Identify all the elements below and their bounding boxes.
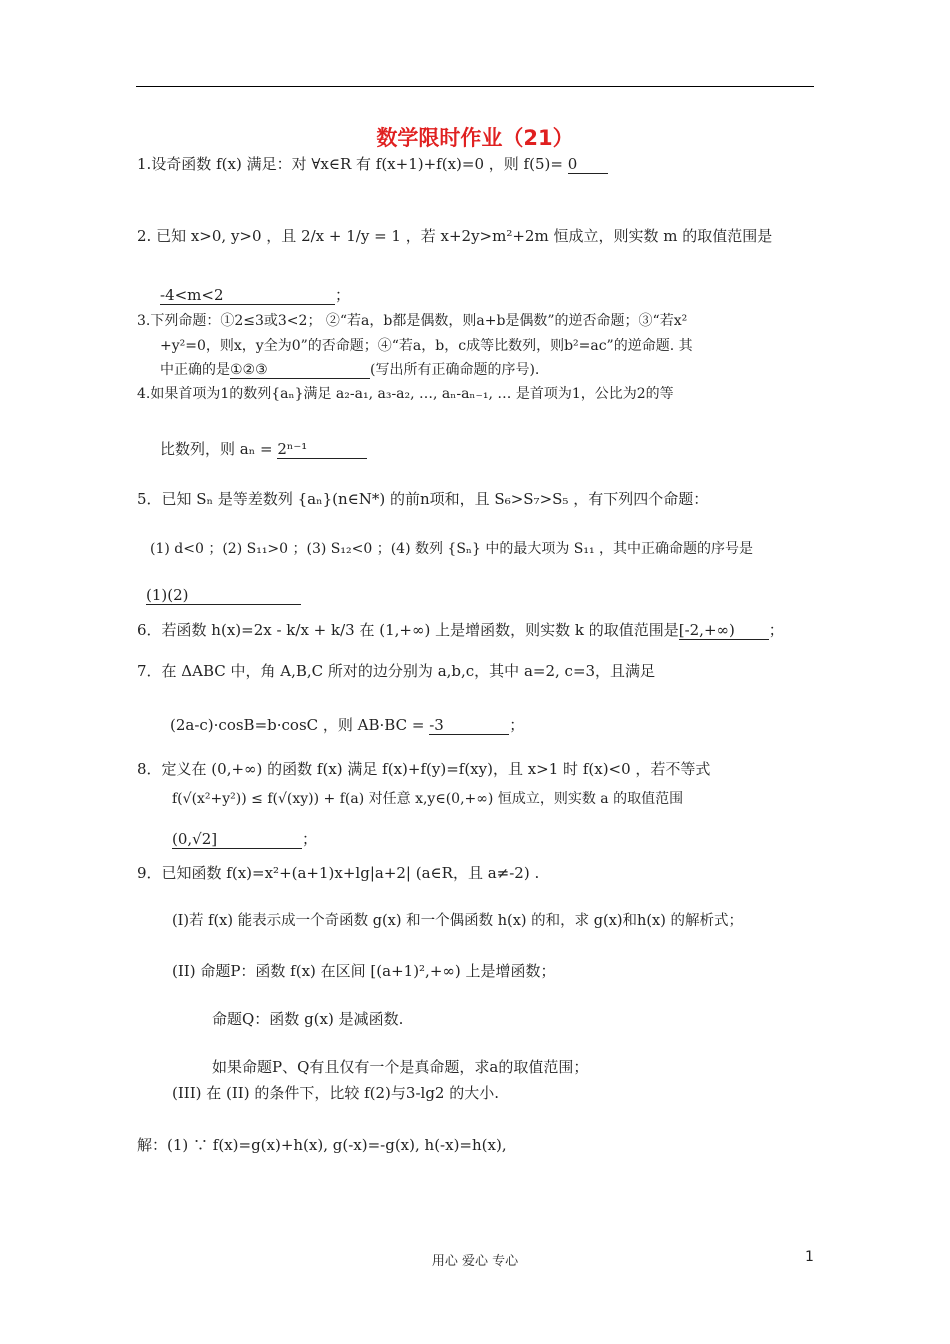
question-5-answer-line (146, 586, 301, 605)
question-2: 2. 已知 x>0, y>0 ，且 2/x + 1/y = 1 ，若 x+2y>m²+2m 恒成立，则实数 m 的取值范围是 (137, 227, 773, 245)
question-3-line-2: +y²=0，则x，y全为0”的否命题；④“若a，b，c成等比数列，则b²=ac”的逆命题. 其 (160, 338, 693, 354)
question-6-answer: [-2,+∞) (679, 622, 769, 640)
question-9-part-3: (III) 在 (II) 的条件下，比较 f(2)与3-lg2 的大小. (172, 1084, 499, 1102)
question-7-line-1: 7．在 ΔABC 中，角 A,B,C 所对的边分别为 a,b,c，其中 a=2, c=3，且满足 (137, 662, 656, 680)
question-7-line-2: (2a-c)·cosB=b·cosC ，则 AB·BC = -3 ； (170, 716, 525, 734)
question-3-suffix: (写出所有正确命题的序号). (370, 362, 540, 378)
question-7-text: (2a-c)·cosB=b·cosC ，则 AB·BC = (170, 716, 425, 734)
question-4-line-1: 4.如果首项为1的数列{aₙ}满足 a₂-a₁, a₃-a₂, …, aₙ-aₙ₋₁, … 是首项为1，公比为2的等 (137, 386, 674, 402)
question-9-part-2: (II) 命题P：函数 f(x) 在区间 [(a+1)²,+∞) 上是增函数； (172, 962, 556, 980)
question-5-line-2: (1) d<0 ；(2) S₁₁>0 ；(3) S₁₂<0 ；(4) 数列 {Sₙ} 中的最大项为 S₁₁ ，其中正确命题的序号是 (150, 541, 754, 557)
question-3-prefix: 中正确的是 (160, 362, 230, 378)
page-footer: 用心 爱心 专心 (431, 1254, 519, 1269)
question-2-answer-line: -4<m<2 ； (160, 286, 351, 304)
question-8-line-2: f(√(x²+y²)) ≤ f(√(xy)) + f(a) 对任意 x,y∈(0,+∞) 恒成立，则实数 a 的取值范围 (172, 791, 684, 807)
header-rule (136, 86, 814, 87)
question-4-prefix: 比数列，则 aₙ = (160, 440, 273, 458)
question-9-part-q: 命题Q：函数 g(x) 是减函数. (212, 1010, 404, 1028)
question-1-answer: 0 (568, 156, 608, 174)
question-9-part-1: (I)若 f(x) 能表示成一个奇函数 g(x) 和一个偶函数 h(x) 的和，求 g(x)和h(x) 的解析式； (172, 913, 743, 929)
page-title: 数学限时作业（21） (376, 126, 574, 150)
question-9-solution: 解：(1) ∵ f(x)=g(x)+h(x), g(-x)=-g(x), h(-x)=h(x), (137, 1136, 507, 1154)
page-number: 1 (805, 1249, 814, 1265)
question-4-line-2 (160, 440, 367, 459)
question-9-line-1: 9．已知函数 f(x)=x²+(a+1)x+lg|a+2| (a∈R，且 a≠-2) . (137, 864, 540, 882)
question-6-text: 6．若函数 h(x)=2x - k/x + k/3 在 (1,+∞) 上是增函数，则实数 k 的取值范围是 (137, 621, 679, 639)
question-1 (137, 155, 608, 174)
question-2-answer: -4<m<2 (160, 287, 335, 305)
question-4-answer: 2ⁿ⁻¹ (277, 441, 367, 459)
question-8-answer: (0,√2] (172, 831, 302, 849)
question-3-line-3 (160, 362, 539, 380)
question-8-answer-line: (0,√2] ； (172, 830, 318, 848)
question-5-answer: (1)(2) (146, 587, 301, 605)
question-8-line-1: 8．定义在 (0,+∞) 的函数 f(x) 满足 f(x)+f(y)=f(xy)，且 x>1 时 f(x)<0 ，若不等式 (137, 760, 711, 778)
question-3-answer: ①②③ (230, 363, 370, 379)
question-1-text: 1.设奇函数 f(x) 满足：对 ∀x∈R 有 f(x+1)+f(x)=0 ，则 f(5)= (137, 155, 563, 173)
question-6: 6．若函数 h(x)=2x - k/x + k/3 在 (1,+∞) 上是增函数，则实数 k 的取值范围是[-2,+∞) ； (137, 621, 784, 639)
question-7-answer: -3 (429, 717, 509, 735)
question-3-line-1: 3.下列命题：①2≤3或3<2； ②“若a，b都是偶数，则a+b是偶数”的逆否命题；③“若x² (137, 313, 688, 329)
question-5-line-1: 5．已知 Sₙ 是等差数列 {aₙ}(n∈N*) 的前n项和，且 S₆>S₇>S₅ ，有下列四个命题： (137, 490, 709, 508)
question-9-part-2b: 如果命题P、Q有且仅有一个是真命题，求a的取值范围； (212, 1058, 589, 1076)
